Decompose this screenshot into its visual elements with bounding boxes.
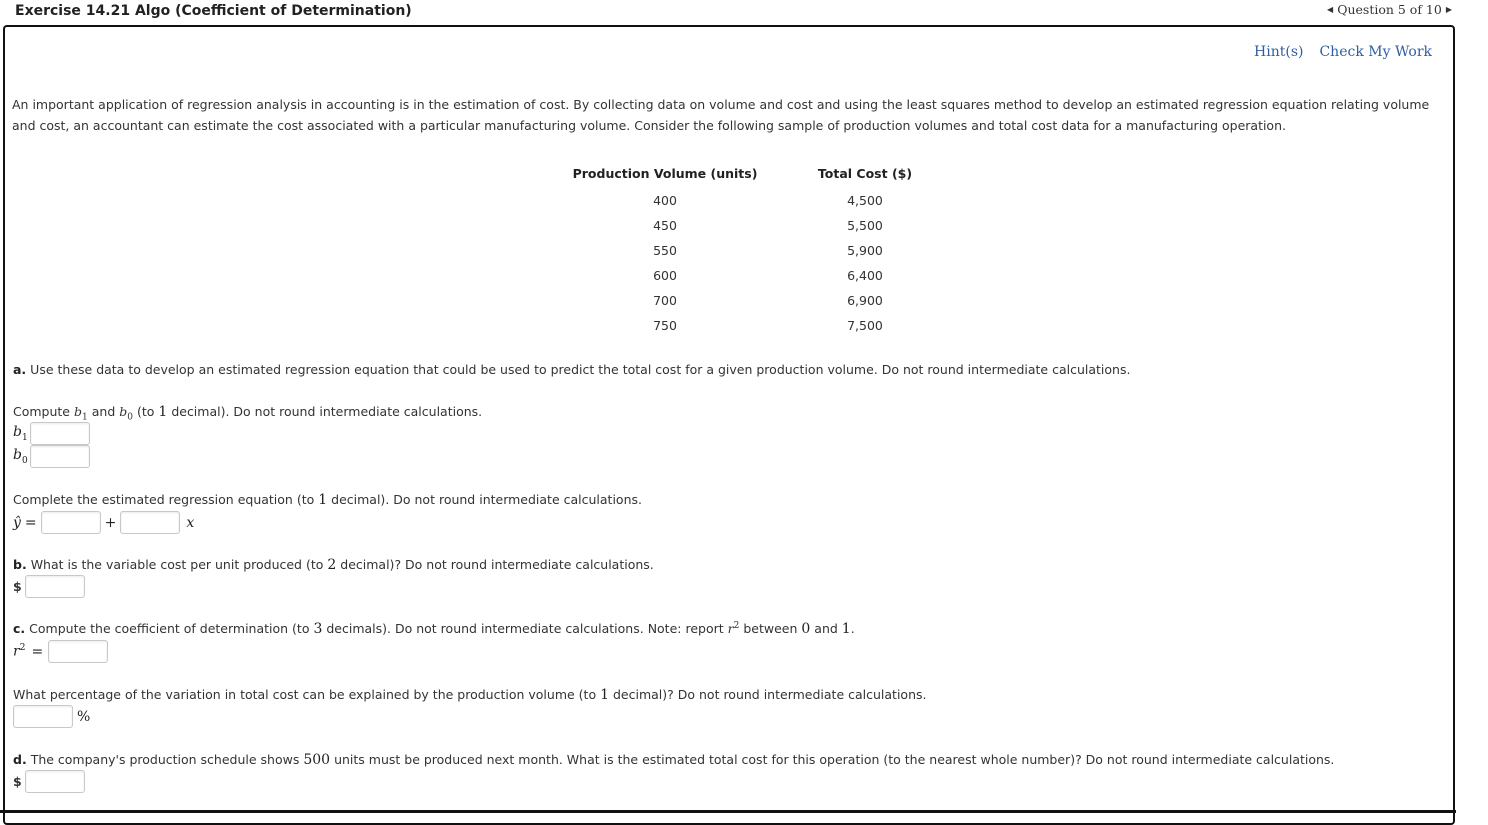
percentage-prompt (13, 687, 926, 703)
estimated-cost-input[interactable] (25, 770, 85, 793)
volume-cell: 450 (653, 218, 677, 233)
part-c-text-mid: decimals). Do not round intermediate calculations. Note: report (326, 621, 724, 637)
part-b-answer-row (13, 575, 85, 598)
zero-value: 0 (801, 621, 811, 638)
top-links (1254, 44, 1432, 60)
percentage-input[interactable] (13, 705, 73, 728)
decimal-count: 2 (327, 557, 337, 573)
cost-cell: 7,500 (847, 318, 883, 333)
part-b-text: What is the variable cost per unit produced (to (30, 557, 324, 572)
b1-input[interactable] (30, 422, 90, 445)
part-d-answer-row (13, 770, 85, 793)
part-d-text-end: units must be produced next month. What is the estimated total cost for this operation (to the nearest whole number)? Do not round intermediate calculations. (334, 752, 1335, 767)
b0-subscript: 0 (127, 412, 133, 423)
period: . (850, 621, 855, 637)
volume-cell: 400 (653, 193, 677, 208)
b0-input-letter: b (13, 447, 22, 464)
equals-sign: = (24, 514, 37, 531)
part-b-prompt (13, 557, 654, 573)
r2-answer-row (13, 640, 108, 663)
percentage-answer-row (13, 705, 90, 728)
part-a-prompt (13, 362, 1130, 377)
prev-question-icon[interactable]: ◀ (1327, 5, 1334, 14)
units-value: 500 (303, 752, 331, 768)
cost-cell: 4,500 (847, 193, 883, 208)
part-d-text: The company's production schedule shows (30, 752, 300, 767)
table-row (565, 313, 965, 338)
cost-cell: 6,400 (847, 268, 883, 283)
b1-symbol (74, 404, 88, 423)
complete-equation-prompt (13, 492, 642, 508)
part-a-text: Use these data to develop an estimated regression equation that could be used to predict the total cost for a given production volume. Do not round intermediate calculations. (30, 362, 1131, 377)
r-superscript: 2 (733, 621, 740, 631)
table-row (565, 213, 965, 238)
cost-cell: 5,900 (847, 243, 883, 258)
problem-intro: An important application of regression analysis in accounting is in the estimation of cost. By collecting data on volume and cost and using the least squares method to develop an estimated regression equation relating volume and cost, an accountant can estimate the cost associated with a particular manufacturing volume. Consider the following sample of production volumes and total cost data for a manufacturing operation. (12, 97, 1430, 133)
volume-cell: 750 (653, 318, 677, 333)
dollar-sign: $ (13, 579, 22, 594)
decimal-count: 1 (158, 404, 168, 420)
b0-symbol (119, 404, 133, 423)
r-squared-symbol (728, 621, 740, 636)
part-d-label: d. (13, 752, 27, 767)
one-value: 1 (841, 621, 851, 638)
question-panel (3, 25, 1455, 825)
decimal-count: 3 (313, 621, 323, 638)
cost-cell: 6,900 (847, 293, 883, 308)
r-letter: r (727, 621, 734, 637)
between-text: between (743, 621, 798, 637)
decimal-text: decimal). Do not round intermediate calculations. (171, 404, 483, 419)
r2-superscript: 2 (19, 643, 26, 654)
b0-input-subscript: 0 (21, 455, 28, 466)
table-header-row (565, 165, 965, 188)
column-header-volume: Production Volume (units) (572, 166, 758, 181)
decimal-count: 1 (600, 687, 609, 703)
percentage-text-end: decimal)? Do not round intermediate calculations. (612, 687, 927, 702)
x-variable: x (186, 514, 195, 531)
slope-input[interactable] (120, 511, 180, 534)
check-my-work-link[interactable]: Check My Work (1319, 44, 1432, 60)
exercise-title: Exercise 14.21 Algo (Coefficient of Determination) (15, 3, 412, 19)
r2-letter: r (13, 643, 20, 660)
part-d-prompt (13, 752, 1334, 768)
volume-cell: 550 (653, 243, 677, 258)
b0-letter: b (119, 404, 128, 419)
compute-b-prompt (13, 404, 482, 423)
part-c-text: Compute the coefficient of determination (to (29, 621, 310, 637)
question-counter: Question 5 of 10 (1337, 2, 1442, 17)
hints-link[interactable]: Hint(s) (1254, 44, 1304, 60)
data-table (565, 165, 965, 338)
table-row (565, 263, 965, 288)
table-row (565, 288, 965, 313)
b0-answer-row (13, 445, 90, 468)
column-header-cost: Total Cost ($) (817, 166, 913, 181)
next-question-icon[interactable]: ▶ (1445, 5, 1452, 14)
table-row (565, 238, 965, 263)
compute-text: Compute (13, 404, 71, 419)
percentage-text: What percentage of the variation in total cost can be explained by the production volume (to (13, 687, 597, 702)
r2-input-label (13, 643, 25, 660)
intercept-input[interactable] (41, 511, 101, 534)
volume-cell: 600 (653, 268, 677, 283)
part-b-label: b. (13, 557, 27, 572)
b1-input-letter: b (13, 424, 22, 441)
volume-cell: 700 (653, 293, 677, 308)
and-text: and (814, 621, 838, 637)
complete-text: Complete the estimated regression equation (to (13, 492, 315, 507)
decimal-count: 1 (318, 492, 328, 508)
b1-input-subscript: 1 (21, 432, 28, 443)
variable-cost-input[interactable] (25, 575, 85, 598)
table-row (565, 188, 965, 213)
to-text: (to (136, 404, 155, 419)
b0-input-label (13, 447, 30, 466)
b1-letter: b (74, 404, 83, 419)
b1-answer-row (13, 422, 90, 445)
b0-input[interactable] (30, 445, 90, 468)
percent-sign: % (77, 708, 91, 725)
dollar-sign: $ (13, 774, 22, 789)
panel-bottom-border (0, 810, 1456, 813)
r-squared-input[interactable] (48, 640, 108, 663)
cost-cell: 5,500 (847, 218, 883, 233)
question-nav (1327, 2, 1452, 17)
part-a-label: a. (13, 362, 27, 377)
part-c-prompt (13, 621, 855, 637)
plus-sign: + (104, 514, 117, 531)
and-text: and (91, 404, 116, 419)
part-b-text-end: decimal)? Do not round intermediate calculations. (340, 557, 654, 572)
yhat-symbol: ŷ (13, 514, 21, 531)
part-c-label: c. (13, 621, 26, 637)
equation-row (13, 511, 194, 534)
b1-subscript: 1 (82, 412, 88, 423)
equals-sign: = (31, 643, 44, 660)
complete-text-end: decimal). Do not round intermediate calculations. (331, 492, 642, 507)
b1-input-label (13, 424, 30, 443)
